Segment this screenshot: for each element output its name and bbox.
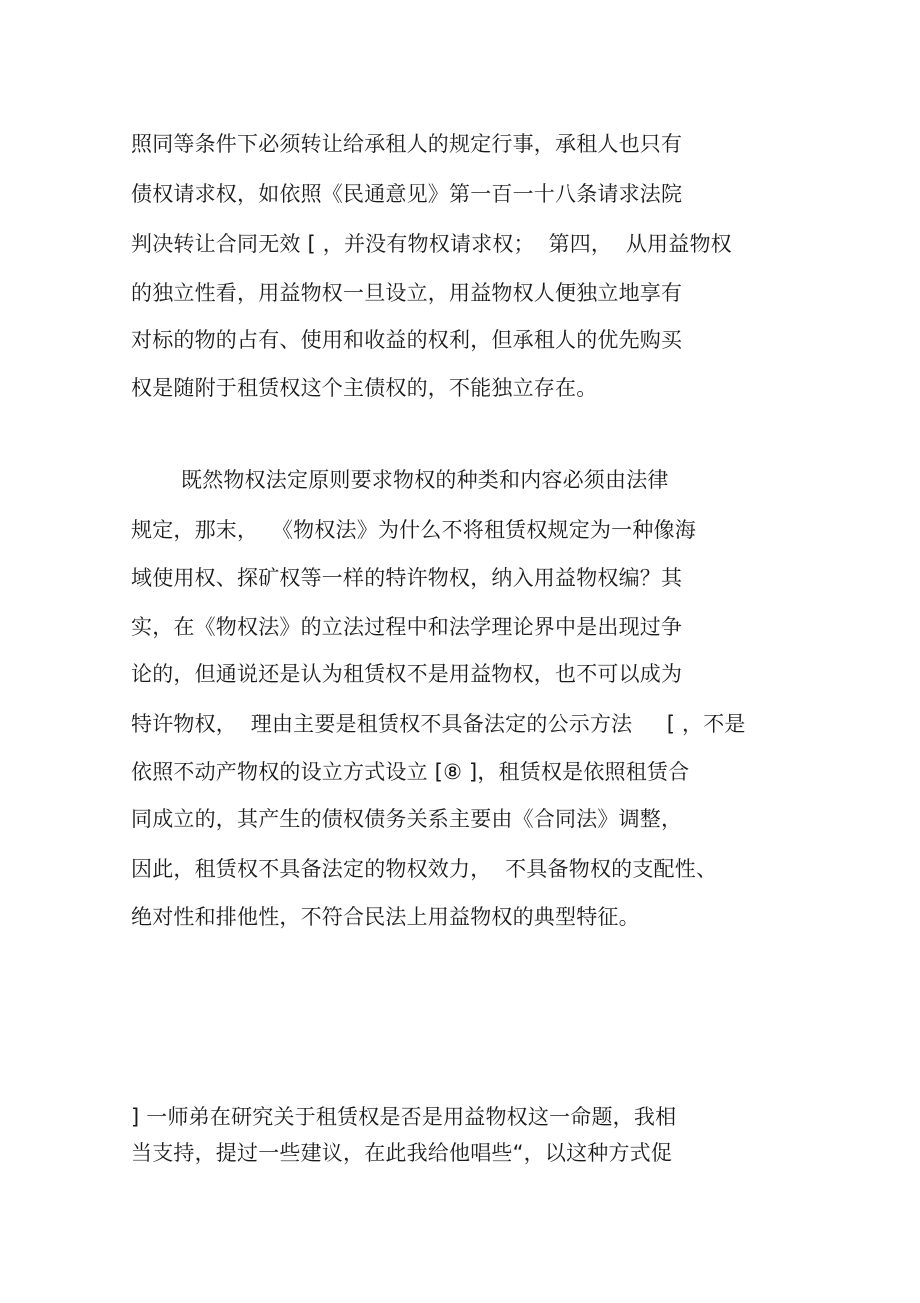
text-line: 规定，那末， 《物权法》为什么不将租赁权规定为一种像海 [131, 518, 696, 542]
text-line: 既然物权法定原则要求物权的种类和内容必须由法律 [181, 468, 669, 492]
text-line: 特许物权， 理由主要是租赁权不具备法定的公示方法 [ ，不是 [131, 712, 746, 736]
text-line: 论的，但通说还是认为租赁权不是用益物权，也不可以成为 [131, 662, 683, 686]
footnote-line: 当支持，提过一些建议，在此我给他唱些“，以这种方式促 [131, 1141, 673, 1165]
text-line: 因此，租赁权不具备法定的物权效力， 不具备物权的支配性、 [131, 857, 718, 881]
text-line: 对标的物的占有、使用和收益的权利，但承租人的优先购买 [131, 328, 683, 352]
text-line: 权是随附于租赁权这个主债权的，不能独立存在。 [131, 376, 598, 400]
footnote-line: ] 一师弟在研究关于租赁权是否是用益物权这一命题，我相 [131, 1105, 677, 1129]
text-line: 债权请求权，如依照《民通意见》第一百一十八条请求法院 [131, 182, 683, 206]
text-line: 照同等条件下必须转让给承租人的规定行事，承租人也只有 [131, 132, 683, 156]
text-line: 依照不动产物权的设立方式设立 [⑧ ]，租赁权是依照租赁合 [131, 760, 690, 784]
text-line: 绝对性和排他性，不符合民法上用益物权的典型特征。 [131, 905, 640, 929]
text-line: 实，在《物权法》的立法过程中和法学理论界中是出现过争 [131, 615, 683, 639]
text-line: 同成立的，其产生的债权债务关系主要由《合同法》调整， [131, 807, 683, 831]
text-line: 判决转让合同无效 [ ，并没有物权请求权； 第四， 从用益物权 [131, 232, 732, 256]
text-line: 的独立性看，用益物权一旦设立，用益物权人便独立地享有 [131, 281, 683, 305]
text-line: 域使用权、探矿权等一样的特许物权，纳入用益物权编？其 [131, 566, 683, 590]
